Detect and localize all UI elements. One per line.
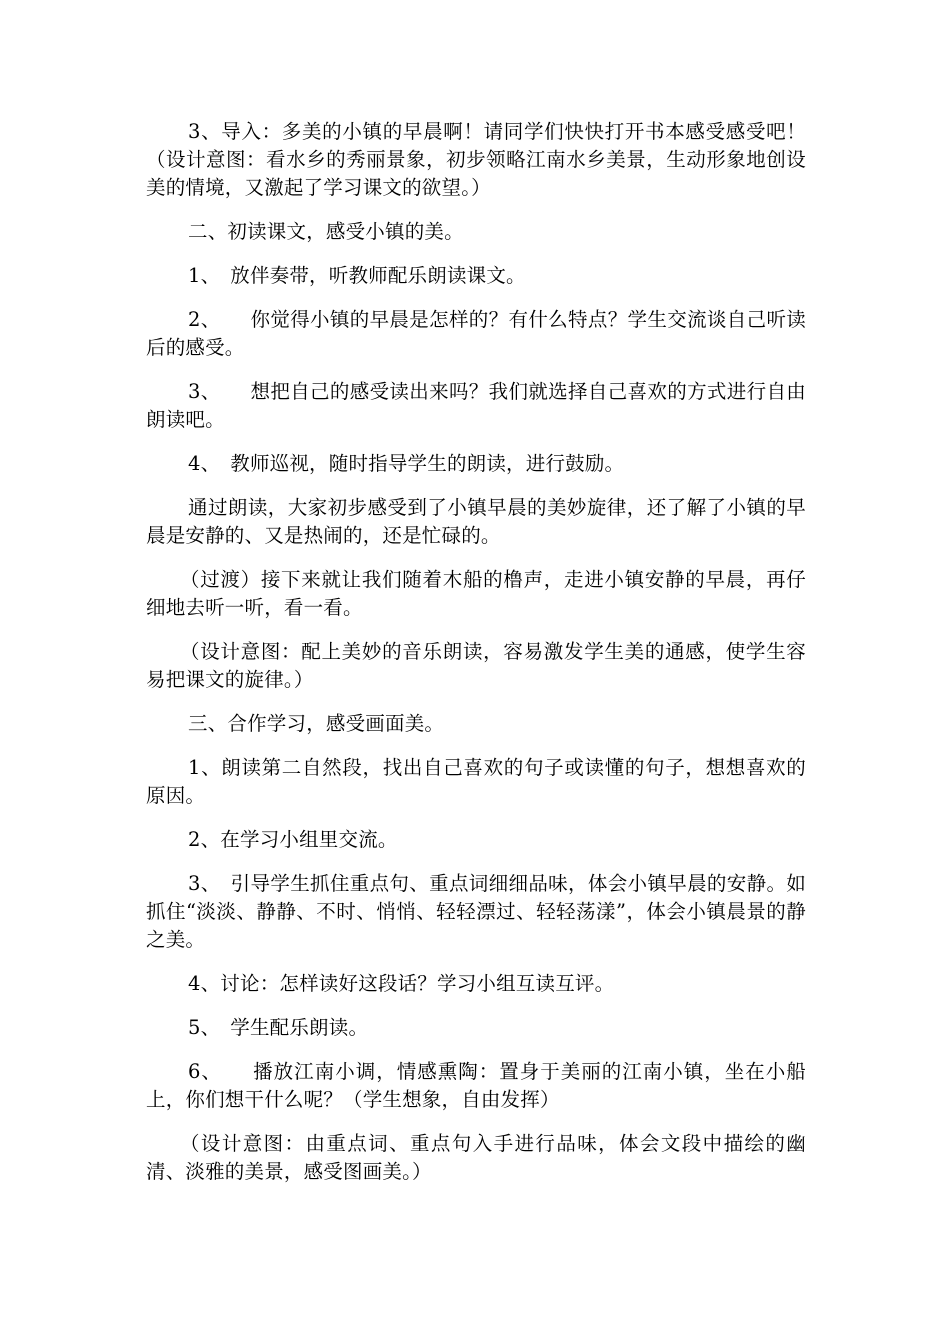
paragraph-intro: 3、导入：多美的小镇的早晨啊！请同学们快快打开书本感受感受吧！ （设计意图：看水乡的秀丽景象，初步领略江南水乡美景，生动形象地创设美的情境，又激起了学习课文的欲望。）	[146, 120, 806, 199]
paragraph-design-intent-1: （设计意图：配上美妙的音乐朗读，容易激发学生美的通感，使学生容易把课文的旋律。）	[146, 640, 806, 691]
paragraph-coop-2: 2、在学习小组里交流。	[188, 828, 398, 851]
section-heading-2: 二、初读课文，感受小镇的美。	[188, 220, 464, 243]
paragraph-coop-6: 6、 播放江南小调，情感熏陶：置身于美丽的江南小镇，坐在小船上，你们想干什么呢？（学生想象，自由发挥）	[146, 1060, 806, 1111]
document-page	[146, 118, 806, 1202]
paragraph-summary: 通过朗读，大家初步感受到了小镇早晨的美妙旋律，还了解了小镇的早晨是安静的、又是热闹的，还是忙碌的。	[146, 496, 806, 547]
paragraph-step-1: 1、 放伴奏带，听教师配乐朗读课文。	[188, 264, 526, 287]
paragraph-coop-1: 1、朗读第二自然段，找出自己喜欢的句子或读懂的句子，想想喜欢的原因。	[146, 756, 806, 807]
paragraph-transition: （过渡）接下来就让我们随着木船的橹声，走进小镇安静的早晨，再仔细地去听一听，看一看。	[146, 568, 806, 619]
paragraph-step-3: 3、 想把自己的感受读出来吗？我们就选择自己喜欢的方式进行自由朗读吧。	[146, 380, 806, 431]
paragraph-coop-3: 3、 引导学生抓住重点句、重点词细细品味，体会小镇早晨的安静。如抓住“淡淡、静静、不时、悄悄、轻轻漂过、轻轻荡漾”，体会小镇晨景的静之美。	[146, 872, 806, 951]
paragraph-coop-4: 4、讨论：怎样读好这段话？学习小组互读互评。	[188, 972, 615, 995]
section-heading-3: 三、合作学习，感受画面美。	[188, 712, 445, 735]
paragraph-step-2: 2、 你觉得小镇的早晨是怎样的？有什么特点？学生交流谈自己听读后的感受。	[146, 308, 806, 359]
paragraph-design-intent-2: （设计意图：由重点词、重点句入手进行品味，体会文段中描绘的幽清、淡雅的美景，感受图画美。）	[146, 1132, 806, 1183]
paragraph-step-4: 4、 教师巡视，随时指导学生的朗读，进行鼓励。	[188, 452, 625, 475]
paragraph-coop-5: 5、 学生配乐朗读。	[188, 1016, 369, 1039]
